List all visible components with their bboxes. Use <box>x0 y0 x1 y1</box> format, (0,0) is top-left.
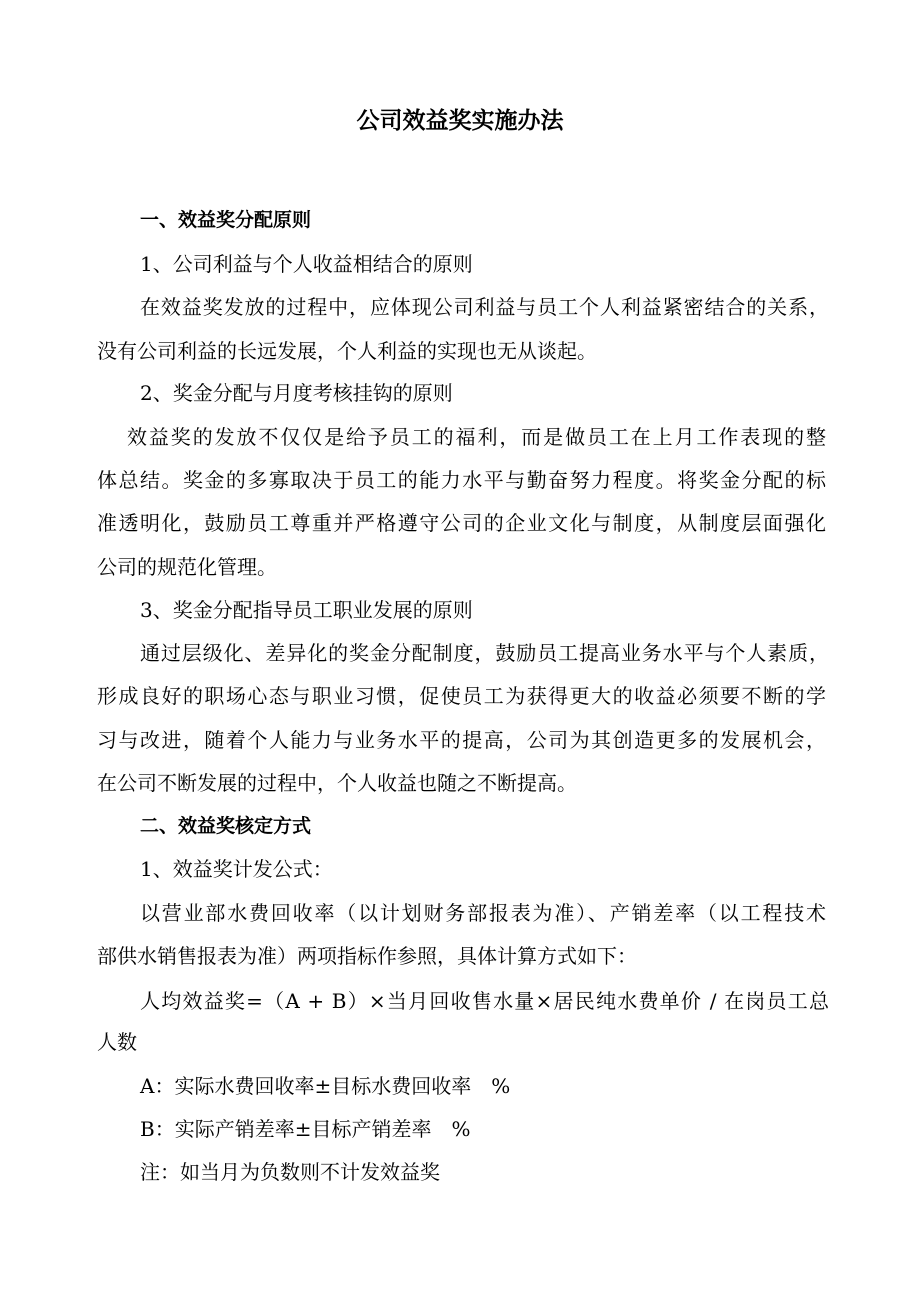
principle-3-line-1: 通过层级化、差异化的奖金分配制度，鼓励员工提高业务水平与个人素质， <box>140 641 829 665</box>
intro-line-1: 以营业部水费回收率（以计划财务部报表为准）、产销差率（以工程技术 <box>140 901 826 925</box>
principle-1-line-1: 在效益奖发放的过程中，应体现公司利益与员工个人利益紧密结合的关系， <box>140 295 829 319</box>
b-definition: B：实际产销差率±目标产销差率 % <box>140 1117 471 1141</box>
principle-2-line-1: 效益奖的发放不仅仅是给予员工的福利，而是做员工在上月工作表现的整 <box>127 425 826 449</box>
formula-line-2: 人数 <box>97 1030 137 1054</box>
intro-line-2: 部供水销售报表为准）两项指标作参照，具体计算方式如下： <box>97 944 637 968</box>
principle-2-line-3: 准透明化，鼓励员工尊重并严格遵守公司的企业文化与制度，从制度层面强化 <box>97 511 826 535</box>
principle-3-line-4: 在公司不断发展的过程中，个人收益也随之不断提高。 <box>97 771 577 795</box>
principle-3-line-2: 形成良好的职场心态与职业习惯，促使员工为获得更大的收益必须要不断的学 <box>97 684 826 708</box>
section2-heading: 二、效益奖核定方式 <box>140 815 312 837</box>
note-line: 注：如当月为负数则不计发效益奖 <box>140 1160 440 1184</box>
section1-heading: 一、效益奖分配原则 <box>140 209 312 231</box>
principle-2-line-4: 公司的规范化管理。 <box>97 555 277 579</box>
principle-1-line-2: 没有公司利益的长远发展，个人利益的实现也无从谈起。 <box>97 339 597 363</box>
formula-heading: 1、效益奖计发公式： <box>140 857 333 881</box>
principle-1-heading: 1、公司利益与个人收益相结合的原则 <box>140 252 473 276</box>
principle-3-heading: 3、奖金分配指导员工职业发展的原则 <box>140 598 473 622</box>
a-definition: A：实际水费回收率±目标水费回收率 % <box>140 1074 511 1098</box>
formula-line-1: 人均效益奖=（A + B）×当月回收售水量×居民纯水费单价 / 在岗员工总 <box>140 989 829 1013</box>
principle-2-line-2: 体总结。奖金的多寡取决于员工的能力水平与勤奋努力程度。将奖金分配的标 <box>97 468 826 492</box>
principle-3-line-3: 习与改进，随着个人能力与业务水平的提高，公司为其创造更多的发展机会， <box>97 728 826 752</box>
principle-2-heading: 2、奖金分配与月度考核挂钩的原则 <box>140 381 453 405</box>
page-title: 公司效益奖实施办法 <box>356 108 564 134</box>
